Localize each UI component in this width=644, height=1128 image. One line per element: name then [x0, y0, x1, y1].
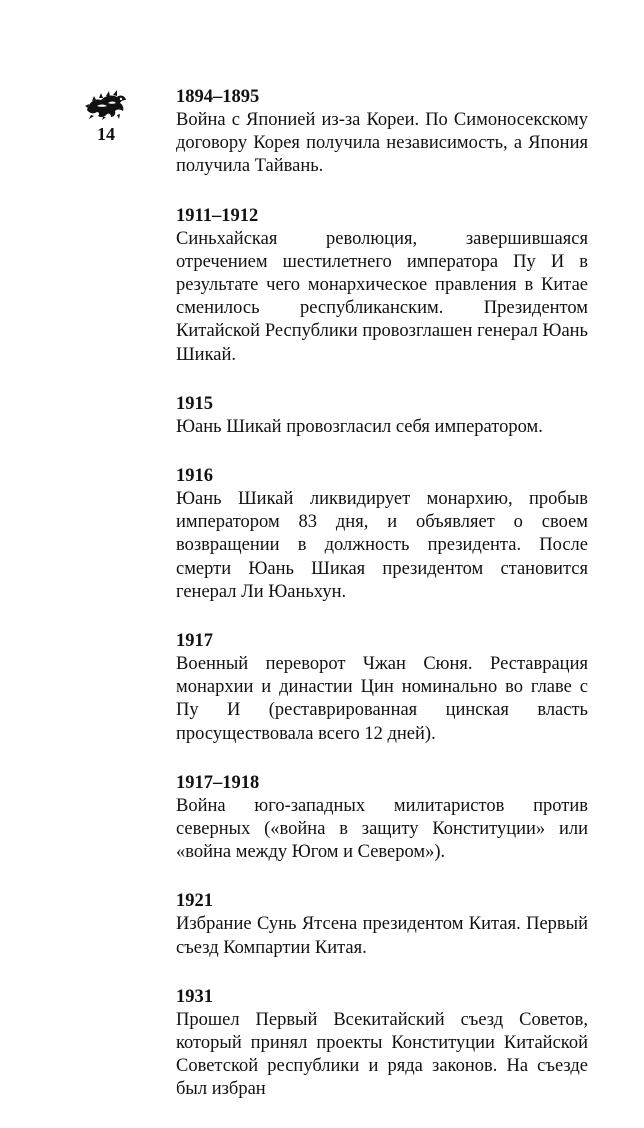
- chronology-entry: [176, 205, 588, 367]
- entry-text: Юань Шикай ликвидирует монархию, пробыв императором 83 дня, и объявляет о своем возвращении в должность президента. После смерти Юань Шикая президентом становится генерал Ли Юаньхун.: [176, 489, 588, 602]
- entry-text: Юань Шикай провозгласил себя императором.: [176, 416, 543, 437]
- chronology-content: [176, 86, 588, 1128]
- page-number: 14: [97, 124, 115, 144]
- dragon-ornament-icon: [83, 88, 129, 120]
- chronology-entry: [176, 86, 588, 179]
- chronology-entry: [176, 890, 588, 959]
- entry-year: 1917–1918: [176, 772, 260, 793]
- entry-year: 1931: [176, 986, 213, 1007]
- chronology-entry: [176, 772, 588, 865]
- entry-year: 1917: [176, 631, 213, 652]
- entry-text: Избрание Сунь Ятсена президентом Китая. Первый съезд Компартии Китая.: [176, 914, 588, 958]
- entry-year: 1894–1895: [176, 87, 260, 107]
- entry-text: Война с Японией из-за Кореи. По Симоносекскому договору Корея получила независимость, а Япония получила Тайвань.: [176, 110, 588, 177]
- entry-text: Синьхайская революция, завершившаяся отречением шестилетнего императора Пу И в результате чего монархическое правления в Китае сменилось республиканским. Президентом Китайской Республики провозглашен генерал Юань Шикай.: [176, 228, 588, 365]
- entry-year: 1916: [176, 466, 213, 487]
- entry-text: Военный переворот Чжан Сюня. Реставрация монархии и династии Цин номинально во главе с Пу И (реставрированная цинская власть просуществовала всего 12 дней).: [176, 654, 588, 744]
- chronology-entry: [176, 393, 588, 439]
- entry-year: 1915: [176, 393, 213, 414]
- entry-text: Прошел Первый Всекитайский съезд Советов, который принял проекты Конституции Китайской Советской республики и ряда законов. На съезде был избран: [176, 1009, 588, 1100]
- entry-year: 1921: [176, 891, 213, 912]
- chronology-entry: [176, 465, 588, 604]
- entry-text: Война юго-западных милитаристов против северных («война в защиту Конституции» или «война между Югом и Севером»).: [176, 795, 588, 863]
- chronology-entry: [176, 630, 588, 746]
- entry-year: 1911–1912: [176, 205, 259, 226]
- chronology-entry: [176, 986, 588, 1102]
- margin-decoration: [80, 88, 132, 158]
